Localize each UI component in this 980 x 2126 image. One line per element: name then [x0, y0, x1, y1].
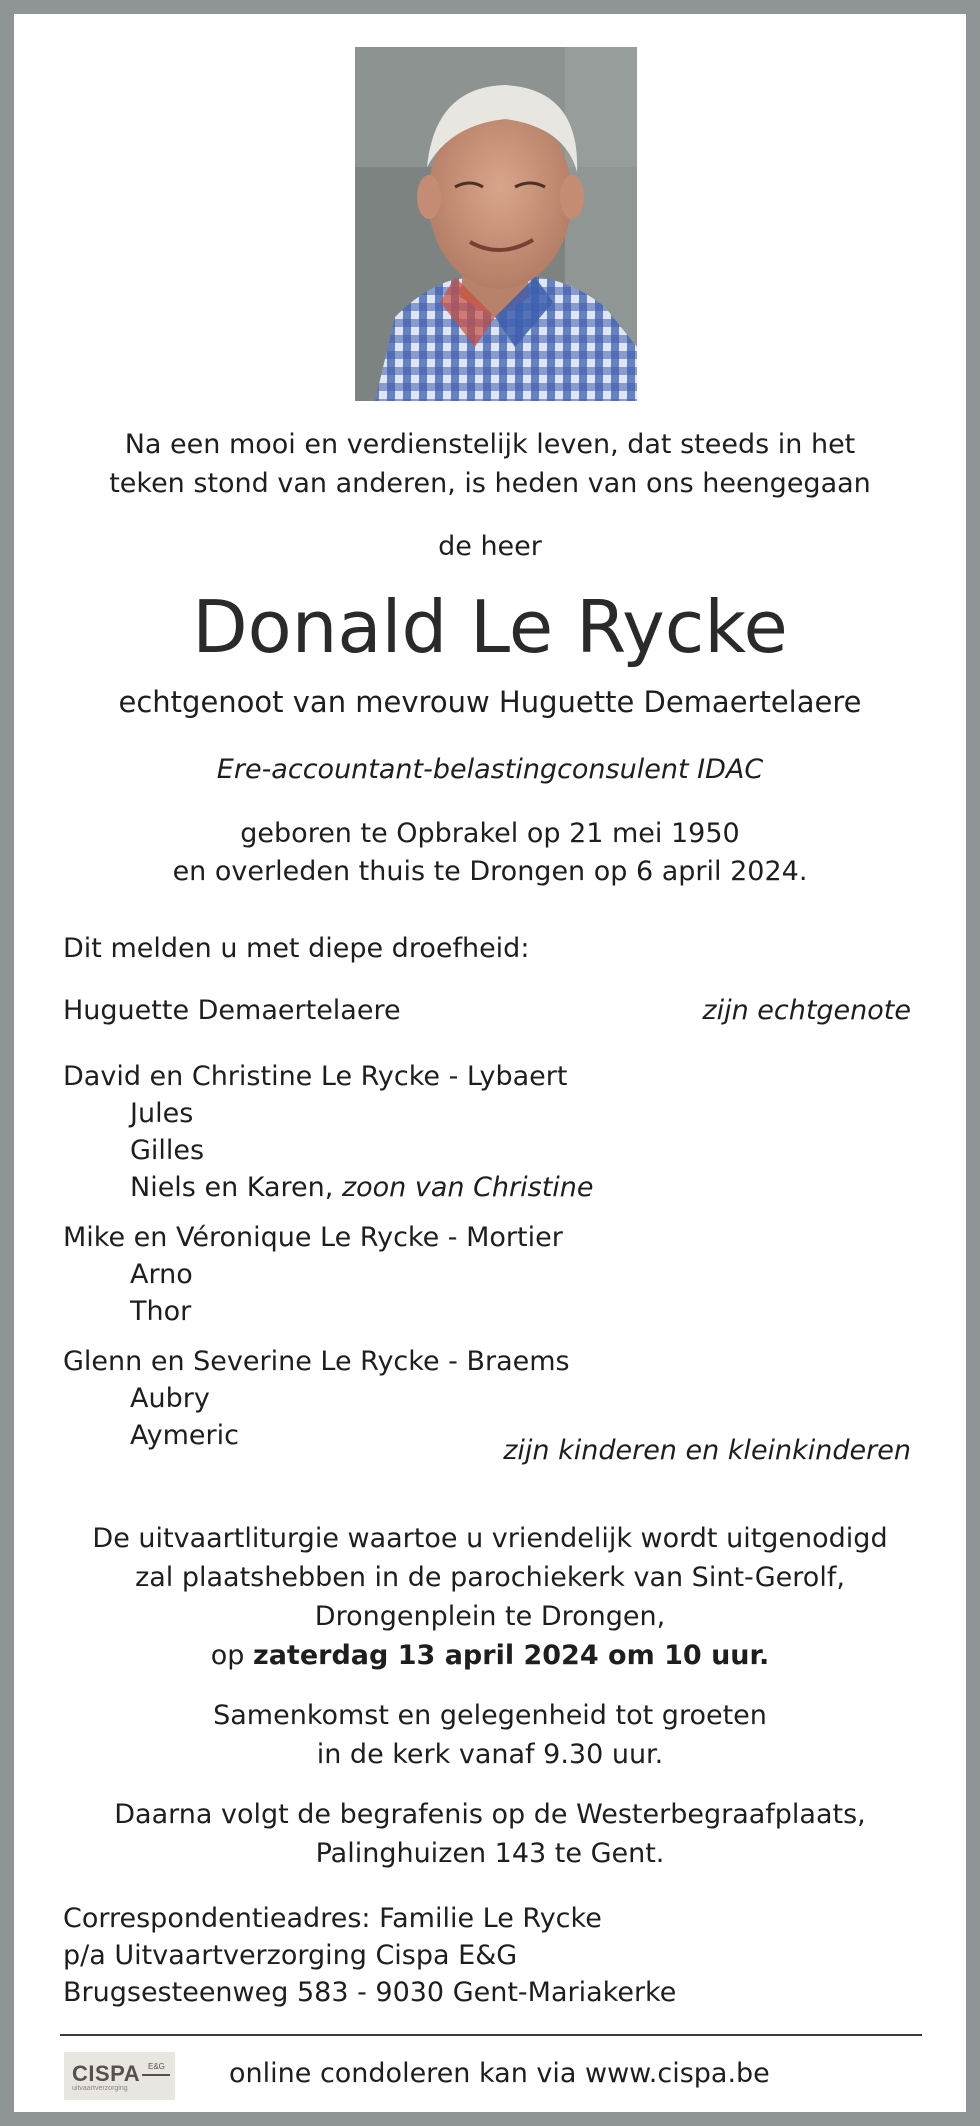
online-condolence-text: online condoleren kan via www.cispa.be — [229, 2058, 770, 2089]
family-head-1: David en Christine Le Rycke - Lybaert — [63, 1061, 568, 1092]
gathering-line-2: in de kerk vanaf 9.30 uur. — [316, 1739, 664, 1770]
obituary-card — [14, 14, 966, 2112]
correspondence-line-3: Brugsesteenweg 583 - 9030 Gent-Mariakerke — [63, 1977, 677, 2008]
burial-line-2: Palinghuizen 143 te Gent. — [315, 1838, 665, 1869]
logo-sub: uitvaartverzorging — [72, 2085, 128, 2092]
grandchild-extra-name: Niels en Karen, — [130, 1172, 342, 1203]
correspondence-line-2: p/a Uitvaartverzorging Cispa E&G — [63, 1940, 518, 1971]
portrait-photo — [355, 47, 637, 401]
spouse-role: zijn echtgenote — [702, 995, 911, 1026]
grandchild: Gilles — [130, 1135, 205, 1166]
intro-line-2: teken stond van anderen, is heden van ons heengegaan — [109, 468, 871, 499]
funeral-date: zaterdag 13 april 2024 om 10 uur. — [252, 1640, 770, 1671]
announce-line: Dit melden u met diepe droefheid: — [63, 933, 530, 964]
birth-line: geboren te Opbrakel op 21 mei 1950 — [240, 818, 740, 849]
grandchild: Jules — [130, 1098, 194, 1129]
children-role: zijn kinderen en kleinkinderen — [503, 1435, 911, 1466]
family-head-2: Mike en Véronique Le Rycke - Mortier — [63, 1222, 563, 1253]
gathering-line-1: Samenkomst en gelegenheid tot groeten — [213, 1700, 767, 1731]
profession: Ere-accountant-belastingconsulent IDAC — [216, 754, 764, 785]
spouse-line: echtgenoot van mevrouw Huguette Demaertelaere — [118, 685, 862, 719]
funeral-line-2: zal plaatshebben in de parochiekerk van Sint-Gerolf, — [135, 1562, 845, 1593]
footer-divider — [60, 2034, 922, 2036]
funeral-line-3: Drongenplein te Drongen, — [314, 1601, 666, 1632]
grandchild: Thor — [130, 1296, 192, 1327]
grandchild: Aubry — [130, 1383, 210, 1414]
death-line: en overleden thuis te Drongen op 6 april 2024. — [172, 856, 808, 887]
correspondence-line-1: Correspondentieadres: Familie Le Rycke — [63, 1903, 602, 1934]
grandchild: Aymeric — [130, 1420, 239, 1451]
funeral-line-4 — [14, 1636, 966, 1675]
spouse-name: Huguette Demaertelaere — [63, 995, 401, 1026]
family-head-3: Glenn en Severine Le Rycke - Braems — [63, 1346, 570, 1377]
portrait-illustration — [355, 47, 637, 401]
title-prefix: de heer — [438, 531, 542, 562]
grandchild: Arno — [130, 1259, 193, 1290]
burial-line-1: Daarna volgt de begrafenis op de Westerbegraafplaats, — [114, 1799, 866, 1830]
grandchild-extra — [130, 1169, 594, 1206]
grandchild-extra-note: zoon van Christine — [341, 1172, 594, 1203]
deceased-name: Donald Le Rycke — [192, 585, 788, 669]
funeral-line-1: De uitvaartliturgie waartoe u vriendelijk wordt uitgenodigd — [92, 1523, 888, 1554]
logo-line — [142, 2074, 170, 2076]
logo-text: CISPA — [72, 2061, 141, 2086]
logo-sup: E&G — [148, 2062, 165, 2071]
funeral-date-prefix: op — [210, 1640, 253, 1671]
cispa-logo — [64, 2052, 175, 2100]
intro-line-1: Na een mooi en verdienstelijk leven, dat steeds in het — [124, 429, 856, 460]
